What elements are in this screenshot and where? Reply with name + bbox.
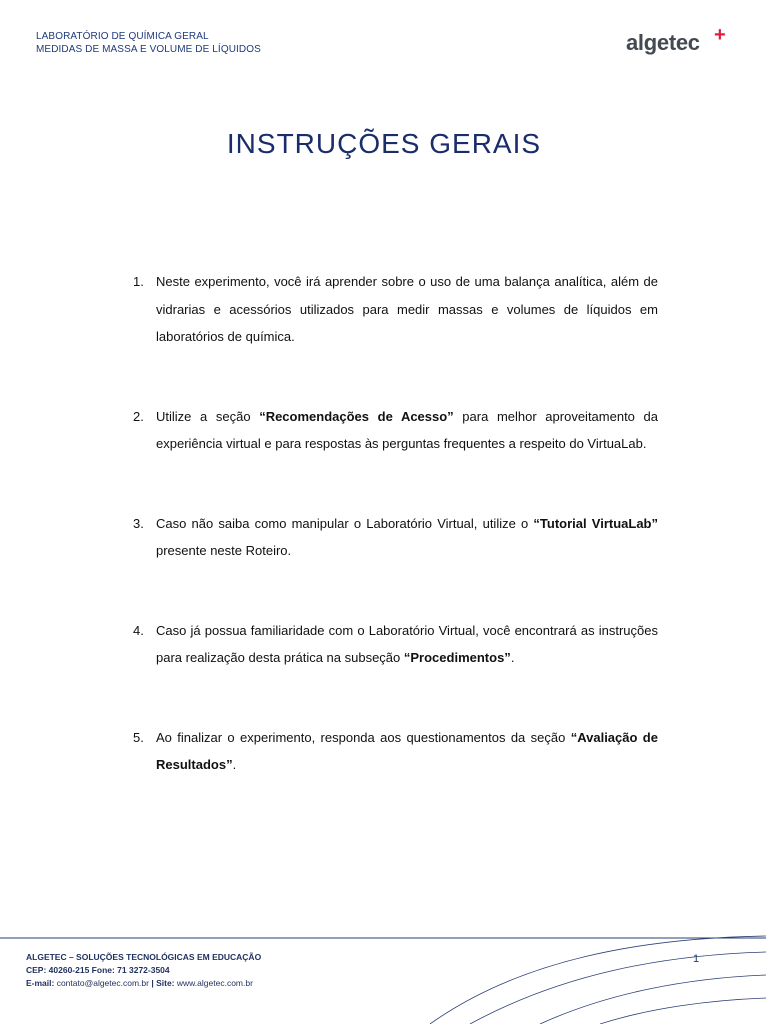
instruction-text: para melhor aproveitamento da experiência virtual e para respostas às perguntas frequentes a respeito do VirtuaLab.: [156, 408, 658, 451]
instruction-text: Utilize a seção: [156, 408, 260, 424]
instruction-emphasis: “Recomendações de Acesso”: [259, 408, 454, 424]
instruction-number: 2.: [133, 408, 144, 424]
footer-contact: [26, 951, 261, 990]
footer-address: CEP: 40260-215 Fone: 71 3272-3504: [26, 965, 170, 975]
algetec-logo: algetec: [626, 30, 700, 55]
instruction-emphasis: “Avaliação de Resultados”: [156, 729, 658, 772]
header-experiment-title: MEDIDAS DE MASSA E VOLUME DE LÍQUIDOS: [36, 44, 261, 55]
footer-email-label: E-mail:: [26, 978, 57, 988]
header-course-title: LABORATÓRIO DE QUÍMICA GERAL: [36, 31, 209, 42]
document-header: [36, 30, 261, 56]
footer-site-label: Site:: [156, 978, 177, 988]
instruction-text: .: [510, 650, 515, 665]
footer-links: [26, 977, 261, 990]
footer-company: ALGETEC – SOLUÇÕES TECNOLÓGICAS EM EDUCAÇÃO: [26, 952, 262, 962]
instruction-number: 4.: [133, 622, 144, 638]
footer-email-link[interactable]: contato@algetec.com.br: [56, 978, 149, 988]
instruction-text: .: [232, 757, 237, 772]
instruction-item: [130, 268, 658, 351]
page-title: INSTRUÇÕES GERAIS: [226, 128, 542, 159]
instruction-item: [130, 510, 658, 565]
instruction-emphasis: “Procedimentos”: [403, 650, 511, 665]
logo-plus-icon: +: [714, 24, 726, 46]
instruction-text: Caso não saiba como manipular o Laboratório Virtual, utilize o: [156, 515, 534, 531]
footer-site-link[interactable]: www.algetec.com.br: [176, 978, 253, 988]
footer-swoosh-line: [430, 936, 766, 1024]
instruction-item: [130, 724, 658, 779]
instruction-item: [130, 617, 658, 672]
instruction-text: Caso já possua familiaridade com o Laboratório Virtual, você encontrará as instruções para realização desta prática na subseção: [156, 622, 658, 665]
page-number: 1: [693, 953, 700, 965]
instruction-text: presente neste Roteiro.: [156, 543, 292, 558]
instruction-number: 3.: [133, 515, 144, 531]
instruction-list: [130, 268, 658, 779]
instruction-item: [130, 403, 658, 458]
instruction-text: Ao finalizar o experimento, responda aos questionamentos da seção: [156, 729, 571, 745]
instruction-number: 1.: [133, 274, 144, 289]
instruction-emphasis: “Tutorial VirtuaLab”: [533, 515, 658, 531]
footer-separator: |: [148, 978, 157, 988]
instruction-text: Neste experimento, você irá aprender sobre o uso de uma balança analítica, além de vidrarias e acessórios utilizados para medir massas e volumes de líquidos em laboratórios de química.: [156, 274, 658, 344]
instruction-number: 5.: [133, 729, 144, 745]
footer-swoosh-line: [600, 998, 766, 1024]
footer-swoosh-line: [470, 952, 766, 1024]
